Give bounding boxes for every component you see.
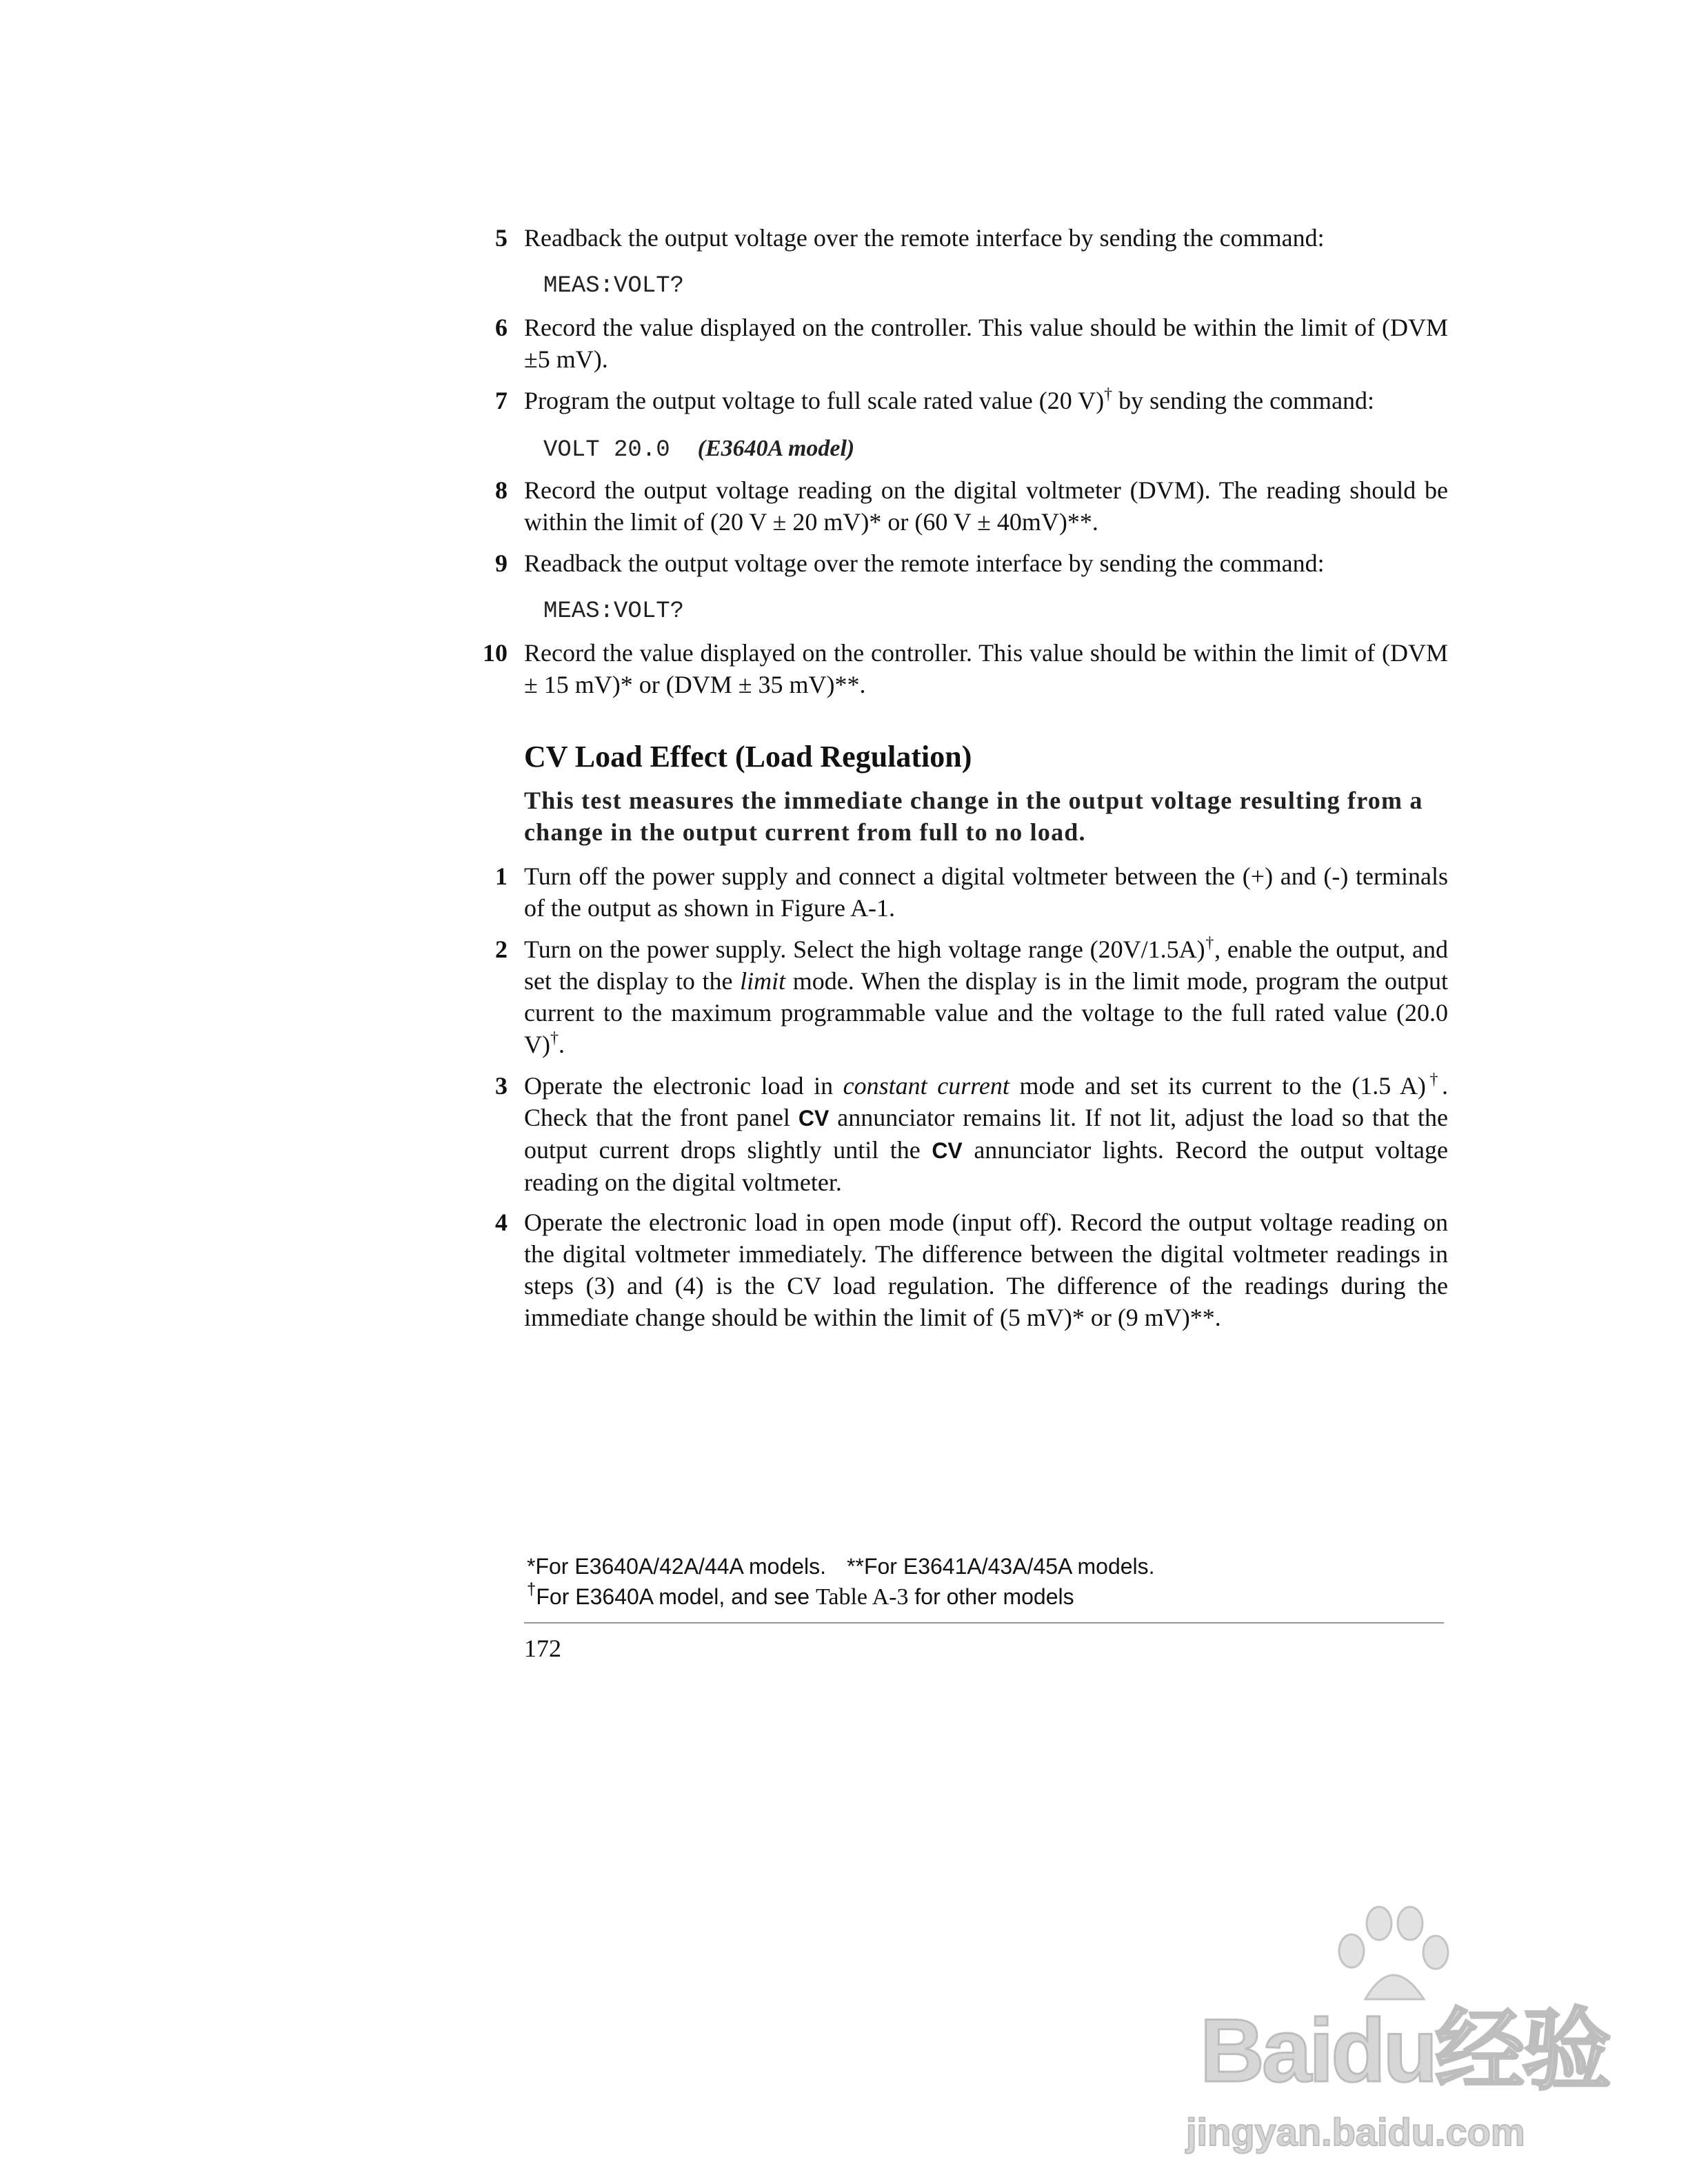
command-text: MEAS:VOLT? — [543, 273, 685, 299]
dagger-mark: † — [1425, 1071, 1443, 1089]
watermark-logo: Baidu经验 — [1200, 2000, 1609, 2101]
section-heading: CV Load Effect (Load Regulation) — [524, 740, 972, 774]
step-text — [524, 1070, 1448, 1198]
step-text: Record the value displayed on the controller. This value should be within the limit of (DVM ±5 mV). — [524, 314, 1448, 373]
footnote-text: for other models — [908, 1584, 1074, 1609]
step-text-part: by sending the command: — [1112, 387, 1375, 414]
command-text: VOLT 20.0 — [543, 437, 670, 463]
step-number: 4 — [495, 1209, 508, 1236]
step-text-part: Program the output voltage to full scale rated value (20 V) — [524, 387, 1105, 414]
step-number: 8 — [495, 476, 508, 504]
cv-annunciator-label: CV — [932, 1138, 963, 1163]
step-text-part: Turn on the power supply. Select the high voltage range (20V/1.5A) — [524, 936, 1205, 963]
step-number: 6 — [495, 314, 508, 341]
command-line — [543, 433, 854, 466]
page-number: 172 — [524, 1635, 561, 1662]
step-text-part: . — [559, 1031, 565, 1058]
footnote-models — [527, 1551, 1155, 1581]
step-number: 10 — [483, 639, 508, 667]
footnote-text: **For E3641A/43A/45A models. — [847, 1554, 1155, 1579]
baidu-watermark — [1172, 1903, 1614, 2154]
step-text-part: mode and set its current to the (1.5 A) — [1009, 1072, 1426, 1100]
section-intro: This test measures the immediate change in the output voltage resulting from a change in the output current from full to no load. — [524, 787, 1423, 846]
cv-annunciator-label: CV — [798, 1106, 830, 1131]
footnote-text: For E3640A model, and see — [536, 1584, 816, 1609]
watermark-url: jingyan.baidu.com — [1186, 2110, 1525, 2154]
dagger-mark: † — [527, 1580, 536, 1599]
command-model-note: (E3640A model) — [697, 436, 855, 461]
step-number: 5 — [495, 224, 508, 252]
dagger-mark: † — [1104, 385, 1113, 403]
step-text: Record the value displayed on the controller. This value should be within the limit of (DVM ± 15 mV)* or (DVM ± 35 mV)**. — [524, 639, 1448, 698]
step-text: Readback the output voltage over the remote interface by sending the command: — [524, 549, 1325, 577]
step-text-part: annunciator remains lit. If not lit, adjust the load so that the output current drops slightly until the — [524, 1104, 1448, 1164]
footer-rule — [524, 1622, 1444, 1624]
step-text — [524, 933, 1448, 1060]
step-text-part: annunciator lights. Record the output voltage reading on the digital voltmeter. — [524, 1136, 1448, 1196]
dagger-mark: † — [550, 1029, 559, 1047]
step-text: Record the output voltage reading on the digital voltmeter (DVM). The reading should be within the limit of (20 V ± 20 mV)* or (60 V ± 40mV)**. — [524, 476, 1448, 536]
footnote-dagger — [527, 1581, 1074, 1612]
footnote-text: *For E3640A/42A/44A models. — [527, 1554, 827, 1579]
step-number: 9 — [495, 549, 508, 577]
step-text: Readback the output voltage over the remote interface by sending the command: — [524, 224, 1325, 252]
step-text-part: . Check that the front panel — [524, 1072, 1449, 1131]
dagger-mark: † — [1205, 934, 1215, 952]
command-text: MEAS:VOLT? — [543, 598, 685, 625]
step-text — [524, 385, 1448, 416]
step-text: Turn off the power supply and connect a digital voltmeter between the (+) and (-) terminals of the output as shown in Figure A-1. — [524, 862, 1448, 922]
step-number: 3 — [495, 1072, 508, 1100]
emphasis-text: limit — [740, 967, 786, 995]
step-text-part: , enable the output, and set the display to the — [524, 936, 1449, 995]
footnote-table-ref: Table A-3 — [815, 1584, 909, 1610]
step-number: 1 — [495, 862, 508, 890]
step-text-part: Operate the electronic load in — [524, 1072, 843, 1100]
step-number: 7 — [495, 387, 508, 414]
step-number: 2 — [495, 936, 508, 963]
step-text-part: mode. When the display is in the limit mode, program the output current to the maximum programmable value and the voltage to the full rated value (20.0 V) — [524, 967, 1448, 1058]
emphasis-text: constant current — [843, 1072, 1009, 1100]
step-text: Operate the electronic load in open mode (input off). Record the output voltage reading on the digital voltmeter immediately. The difference between the digital voltmeter readings in steps (3) and (4) is the CV load regulation. The difference of the readings during the immediate change should be within the limit of (5 mV)* or (9 mV)**. — [524, 1209, 1448, 1331]
